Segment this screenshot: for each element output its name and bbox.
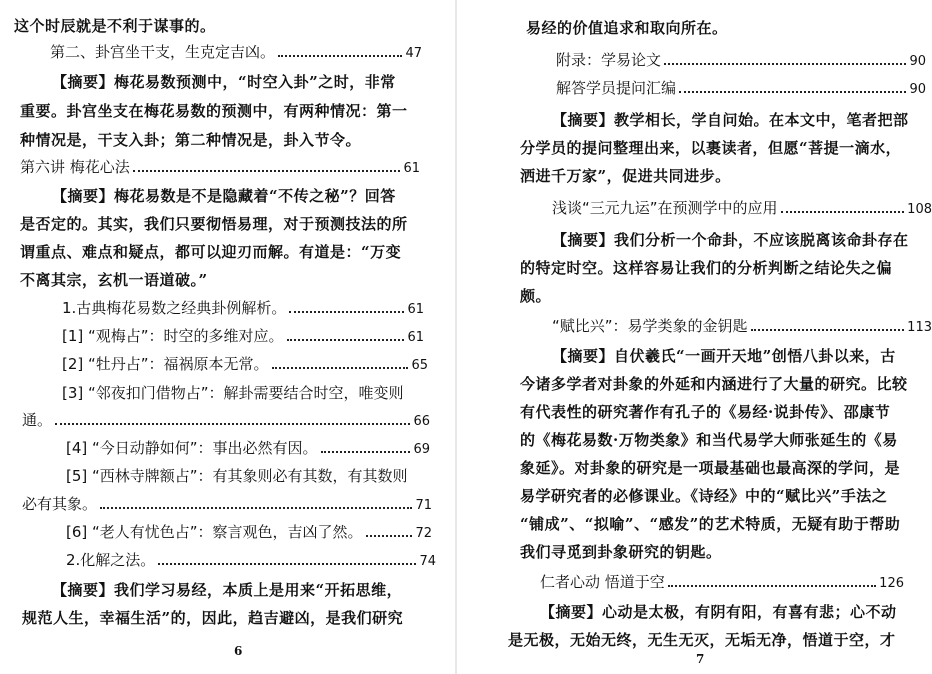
- text-line: 的特定时空。这样容易让我们的分析判断之结论失之偏: [520, 259, 893, 277]
- toc-page-number: 65: [411, 358, 428, 373]
- text-line: 分学员的提问整理出来，以裹读者，但愿“菩提一滴水，: [520, 139, 902, 157]
- toc-title: [6] “老人有忧色占”：察言观色，吉凶了然。: [66, 523, 363, 541]
- text-line: 【摘要】梅花易数是不是隐藏着“不传之秘”？回答: [52, 187, 396, 205]
- text-line: 是否定的。其实，我们只要彻悟易理，对于预测技法的所: [20, 215, 408, 233]
- text-line: 【摘要】心动是太极，有阴有阳，有喜有悲；心不动: [540, 603, 897, 621]
- toc-page-number: 74: [419, 554, 436, 569]
- toc-entry-case3: [22, 408, 430, 432]
- text-line: 【摘要】自伏羲氏“一画开天地”创悟八卦以来，古: [552, 347, 896, 365]
- toc-title: 必有其象。: [22, 495, 98, 513]
- toc-title: 2.化解之法。: [66, 551, 156, 569]
- leader-dots: [321, 451, 411, 453]
- page-number: 7: [696, 652, 705, 666]
- right-page: [456, 0, 932, 674]
- toc-title: 第二、卦宫坐干支，生克定吉凶。: [50, 43, 276, 61]
- leader-dots: [751, 329, 905, 331]
- toc-page-number: 61: [403, 161, 420, 176]
- toc-title: [1] “观梅占”：时空的多维对应。: [62, 327, 284, 345]
- toc-title: 第六讲 梅花心法: [20, 158, 130, 176]
- toc-entry-item2: [66, 548, 436, 572]
- toc-page-number: 126: [879, 576, 904, 591]
- toc-page-number: 108: [907, 202, 932, 217]
- leader-dots: [668, 585, 876, 587]
- toc-page-number: 66: [413, 414, 430, 429]
- text-line: 洒进千万家”，促进共同进步。: [520, 167, 731, 185]
- text-line: 的《梅花易数·万物类象》和当代易学大师张延生的《易: [520, 431, 898, 449]
- text-line: 我们寻觅到卦象研究的钥匙。: [520, 543, 722, 561]
- toc-title: 1.古典梅花易数之经典卦例解析。: [62, 299, 287, 317]
- toc-title: 通。: [22, 411, 53, 429]
- text-line: 规范人生，幸福生活”的，因此，趋吉避凶，是我们研究: [22, 609, 404, 627]
- toc-entry-case1: [62, 324, 424, 348]
- leader-dots: [679, 91, 906, 93]
- text-line: 重要。卦宫坐支在梅花易数的预测中，有两种情况：第一: [20, 102, 408, 120]
- text-line: 易学研究者的必修课业。《诗经》中的“赋比兴”手法之: [520, 487, 888, 505]
- toc-page-number: 69: [413, 442, 430, 457]
- text-line: [3] “邻夜扣门借物占”：解卦需要结合时空，唯变则: [62, 384, 404, 402]
- toc-page-number: 113: [907, 320, 932, 335]
- leader-dots: [664, 63, 906, 65]
- text-line: 今诸多学者对卦象的外延和内涵进行了大量的研究。比较: [520, 375, 908, 393]
- toc-title: [2] “牡丹占”：福祸原本无常。: [62, 355, 269, 373]
- left-page: [0, 0, 456, 674]
- text-line: 不离其宗，玄机一语道破。”: [20, 271, 208, 289]
- leader-dots: [287, 339, 405, 341]
- text-line: 【摘要】我们学习易经，本质上是用来“开拓思维，: [52, 581, 403, 599]
- toc-title: 浅谈“三元九运”在预测学中的应用: [552, 199, 778, 217]
- text-line: 谓重点、难点和疑点，都可以迎刃而解。有道是：“万变: [20, 243, 402, 261]
- toc-entry-case2: [62, 352, 428, 376]
- toc-entry-case5: [22, 492, 432, 516]
- toc-page-number: 47: [405, 46, 422, 61]
- toc-entry-qa: [556, 76, 926, 100]
- toc-page-number: 61: [407, 302, 424, 317]
- toc-title: 仁者心动 悟道于空: [540, 573, 665, 591]
- toc-page-number: 90: [909, 82, 926, 97]
- toc-page-number: 90: [909, 54, 926, 69]
- text-line: 这个时辰就是不利于谋事的。: [14, 17, 216, 35]
- leader-dots: [100, 507, 412, 509]
- toc-title: “赋比兴”：易学类象的金钥匙: [552, 317, 748, 335]
- toc-entry-sanyuan: [552, 196, 932, 220]
- text-line: 种情况是，干支入卦；第二种情况是，卦入节令。: [20, 131, 362, 149]
- text-line: “铺成”、“拟喻”、“感发”的艺术特质，无疑有助于帮助: [520, 515, 901, 533]
- toc-entry-fubixing: [552, 314, 932, 338]
- leader-dots: [366, 535, 413, 537]
- toc-entry-item1: [62, 296, 424, 320]
- text-line: 【摘要】我们分析一个命卦，不应该脱离该命卦存在: [552, 231, 909, 249]
- text-line: 是无极，无始无终，无生无灭，无垢无净，悟道于空，才: [508, 631, 896, 649]
- toc-entry-lecture6: [20, 155, 420, 179]
- leader-dots: [289, 311, 404, 313]
- toc-entry-case4: [66, 436, 430, 460]
- toc-page-number: 72: [415, 526, 432, 541]
- toc-entry-case6: [66, 520, 432, 544]
- text-line: 易经的价值追求和取向所在。: [526, 19, 728, 37]
- leader-dots: [278, 55, 402, 57]
- leader-dots: [272, 367, 409, 369]
- text-line: 颇。: [520, 287, 552, 305]
- toc-page-number: 61: [407, 330, 424, 345]
- text-line: 有代表性的研究著作有孔子的《易经·说卦传》、邵康节: [520, 403, 891, 421]
- toc-entry-section2: [50, 40, 422, 64]
- text-line: 【摘要】梅花易数预测中，“时空入卦”之时，非常: [52, 73, 396, 91]
- toc-entry-renzhe: [540, 570, 904, 594]
- toc-entry-appendix: [556, 48, 926, 72]
- text-line: 象延》。对卦象的研究是一项最基础也最高深的学问，是: [520, 459, 901, 477]
- text-line: [5] “西林寺牌额占”：有其象则必有其数，有其数则: [66, 467, 408, 485]
- toc-page-number: 71: [415, 498, 432, 513]
- toc-title: 解答学员提问汇编: [556, 79, 677, 97]
- leader-dots: [55, 423, 410, 425]
- leader-dots: [158, 563, 416, 565]
- toc-title: [4] “今日动静如何”：事出必然有因。: [66, 439, 318, 457]
- text-line: 【摘要】教学相长，学自问始。在本文中，笔者把部: [552, 111, 909, 129]
- leader-dots: [133, 170, 401, 172]
- page-number: 6: [234, 644, 243, 658]
- toc-title: 附录：学易论文: [556, 51, 662, 69]
- leader-dots: [781, 211, 905, 213]
